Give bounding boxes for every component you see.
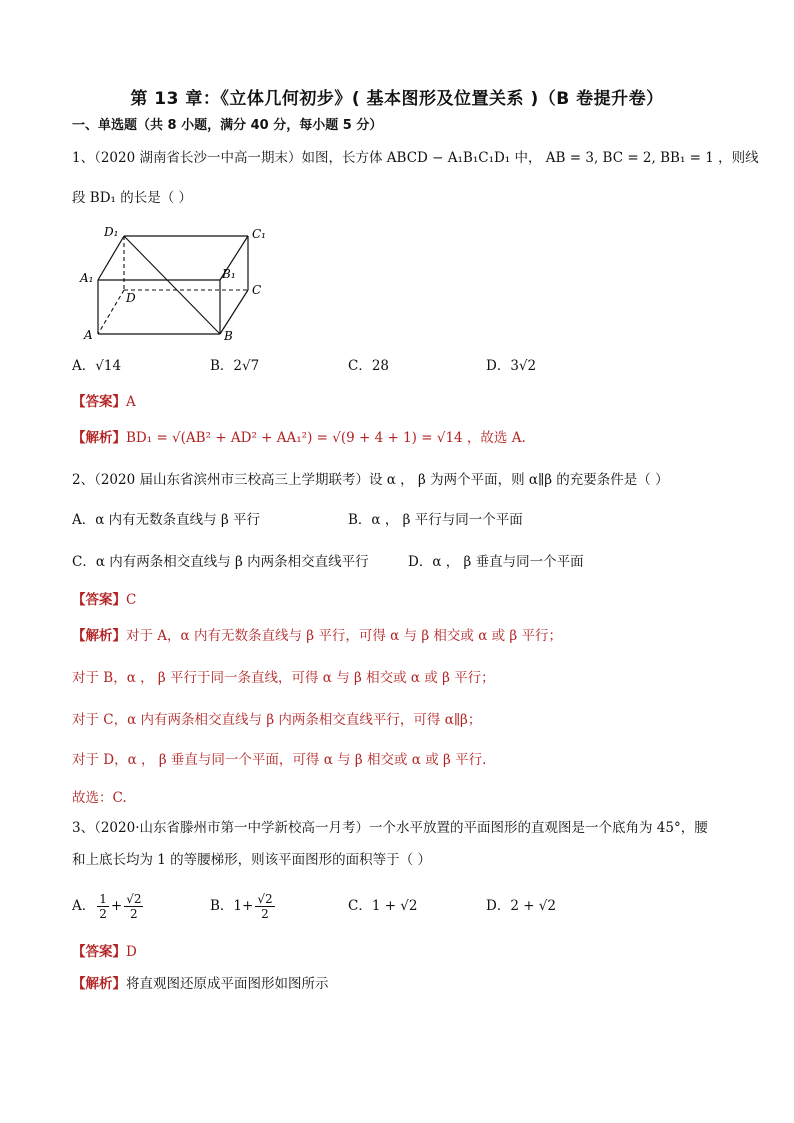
option-prefix: A． bbox=[72, 898, 96, 914]
numerator: 1 bbox=[99, 892, 107, 906]
q2-analysis-2: 对于 B，α ， β 平行于同一条直线，可得 α 与 β 相交或 α 或 β 平行； bbox=[72, 670, 495, 686]
analysis-tag: 【解析】 bbox=[72, 430, 126, 446]
analysis-text: 将直观图还原成平面图形如图所示 bbox=[126, 976, 329, 992]
q3-answer bbox=[72, 942, 137, 962]
edge-d1-a1 bbox=[98, 236, 124, 280]
q1-option-a: A．√14 bbox=[72, 358, 122, 374]
fraction-1-2 bbox=[97, 892, 109, 921]
denominator: 2 bbox=[99, 907, 107, 921]
q2-option-c: C．α 内有两条相交直线与 β 内两条相交直线平行 bbox=[72, 554, 369, 570]
label-b1: B₁ bbox=[222, 267, 236, 281]
q2-analysis-4: 对于 D，α ， β 垂直与同一个平面，可得 α 与 β 相交或 α 或 β 平行. bbox=[72, 752, 487, 768]
label-a: A bbox=[84, 328, 93, 342]
diagonal-bd1 bbox=[124, 236, 220, 334]
denominator: 2 bbox=[261, 907, 269, 921]
label-d: D bbox=[126, 291, 136, 305]
q1-stem-line2: 段 BD₁ 的长是（ ） bbox=[72, 190, 193, 206]
label-d1: D₁ bbox=[104, 225, 119, 239]
edge-c-b bbox=[220, 290, 248, 334]
fraction-sqrt2-2 bbox=[124, 892, 143, 921]
analysis-tag: 【解析】 bbox=[72, 976, 126, 992]
label-b: B bbox=[224, 329, 233, 342]
q2-stem: 2、（2020 届山东省滨州市三校高三上学期联考）设 α ， β 为两个平面，则 α∥β 的充要条件是（ ） bbox=[72, 472, 669, 488]
q3-analysis bbox=[72, 974, 329, 994]
q1-analysis bbox=[72, 428, 526, 448]
answer-value: A bbox=[126, 394, 136, 410]
label-c1: C₁ bbox=[252, 227, 266, 241]
denominator: 2 bbox=[130, 907, 138, 921]
q2-option-d: D．α ， β 垂直与同一个平面 bbox=[408, 554, 584, 570]
edge-d-a bbox=[98, 290, 124, 334]
analysis-tag: 【解析】 bbox=[72, 628, 126, 644]
q2-analysis-1 bbox=[72, 626, 562, 646]
numerator: √2 bbox=[126, 892, 142, 906]
q3-stem-line1: 3、（2020·山东省滕州市第一中学新校高一月考）一个水平放置的平面图形的直观图是一个底角为 45°，腰 bbox=[72, 820, 708, 836]
q1-option-d: D．3√2 bbox=[486, 358, 537, 374]
q3-option-c: C．1 + √2 bbox=[348, 898, 418, 914]
numerator: √2 bbox=[257, 892, 273, 906]
q2-option-a: A．α 内有无数条直线与 β 平行 bbox=[72, 512, 261, 528]
plus-sign: + bbox=[110, 898, 123, 914]
cuboid-figure bbox=[72, 222, 272, 342]
q3-option-b bbox=[210, 888, 277, 924]
q2-analysis-3: 对于 C，α 内有两条相交直线与 β 内两条相交直线平行，可得 α∥β； bbox=[72, 712, 482, 728]
page-title: 第 13 章：《立体几何初步》( 基本图形及位置关系 )（B 卷提升卷） bbox=[130, 89, 664, 109]
analysis-text: 对于 A，α 内有无数条直线与 β 平行，可得 α 与 β 相交或 α 或 β 平行； bbox=[126, 628, 563, 644]
answer-tag: 【答案】 bbox=[72, 394, 126, 410]
q1-option-b: B．2√7 bbox=[210, 358, 260, 374]
answer-value: D bbox=[126, 944, 137, 960]
answer-tag: 【答案】 bbox=[72, 944, 126, 960]
q3-option-d: D．2 + √2 bbox=[486, 898, 556, 914]
answer-value: C bbox=[126, 592, 137, 608]
q3-option-a bbox=[72, 888, 145, 924]
section-heading: 一、单选题（共 8 小题，满分 40 分，每小题 5 分） bbox=[72, 118, 383, 133]
label-a1: A₁ bbox=[80, 271, 94, 285]
q1-option-c: C．28 bbox=[348, 358, 390, 374]
q1-stem-line1: 1、（2020 湖南省长沙一中高一期末）如图，长方体 ABCD − A₁B₁C₁D₁ 中， AB = 3, BC = 2, BB₁ = 1 ，则线 bbox=[72, 150, 759, 166]
analysis-text: BD₁ = √(AB² + AD² + AA₁²) = √(9 + 4 + 1) = √14 ，故选 A. bbox=[126, 430, 526, 446]
q2-analysis-5: 故选：C. bbox=[72, 790, 127, 806]
q2-answer bbox=[72, 590, 136, 610]
q3-stem-line2: 和上底长均为 1 的等腰梯形，则该平面图形的面积等于（ ） bbox=[72, 852, 431, 868]
q2-option-b: B．α ， β 平行与同一个平面 bbox=[348, 512, 523, 528]
option-prefix: B．1+ bbox=[210, 898, 254, 914]
answer-tag: 【答案】 bbox=[72, 592, 126, 608]
q1-answer bbox=[72, 392, 136, 412]
fraction-sqrt2-2 bbox=[255, 892, 274, 921]
label-c: C bbox=[252, 283, 262, 297]
